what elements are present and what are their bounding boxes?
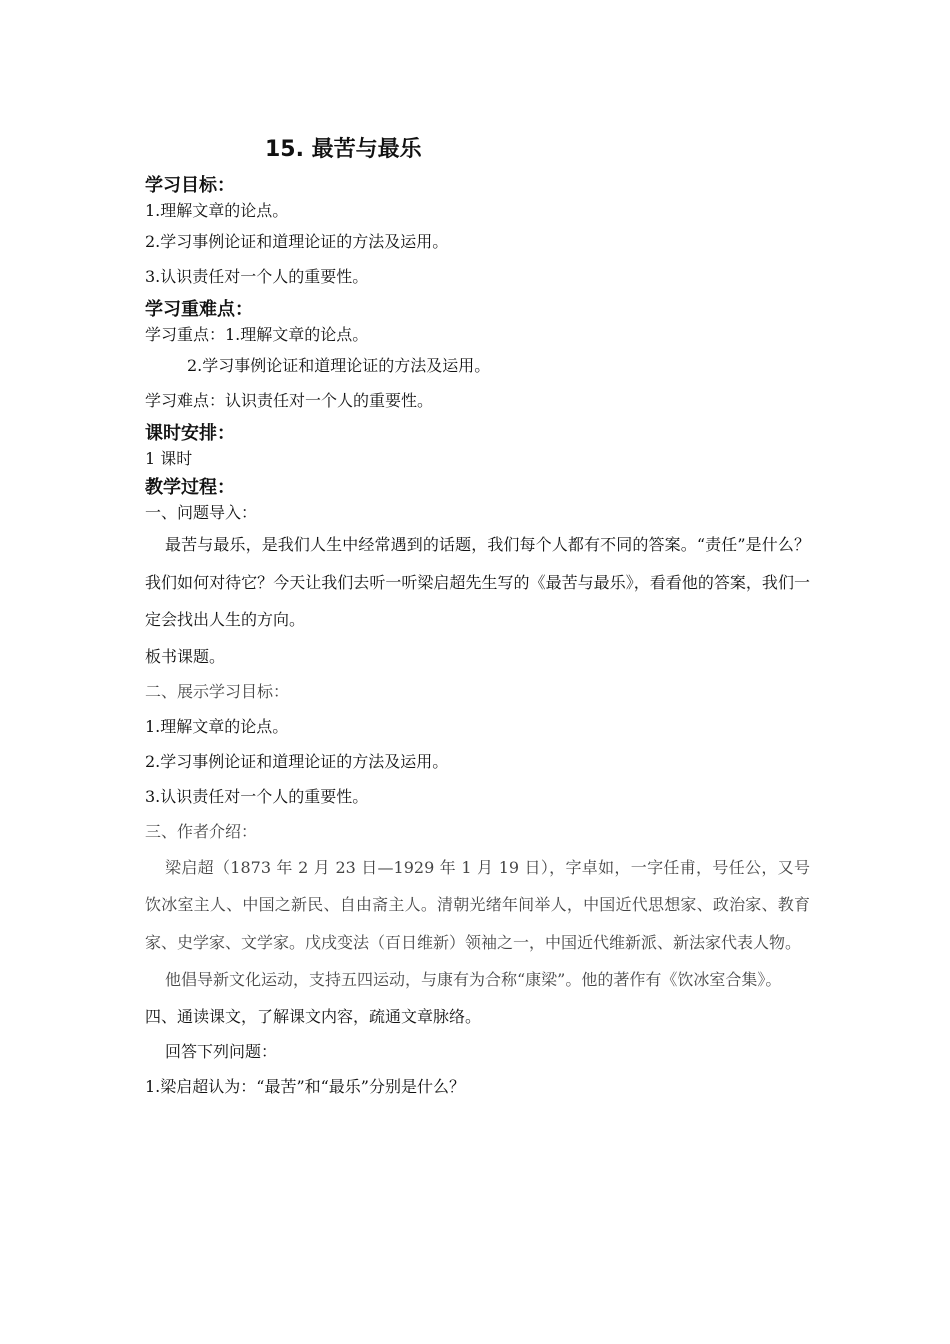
goal-item: 2.学习事例论证和道理论证的方法及运用。 [145,232,449,251]
key-point-line: 学习重点：1.理解文章的论点。 [145,325,369,344]
document-title: 15. 最苦与最乐 [265,137,422,162]
board-note: 板书课题。 [145,646,226,666]
section-title: 三、作者介绍： [145,821,258,841]
goal-item: 1.理解文章的论点。 [145,716,289,736]
process-heading: 教学过程： [145,477,235,498]
section-title: 四、通读课文，了解课文内容，疏通文章脉络。 [145,1006,482,1026]
section-title: 二、展示学习目标： [145,681,290,701]
section-title: 一、问题导入： [145,503,258,522]
goal-item: 3.认识责任对一个人的重要性。 [145,786,369,806]
schedule-heading: 课时安排： [145,423,235,444]
document-content [145,132,810,1104]
goal-item: 3.认识责任对一个人的重要性。 [145,267,369,286]
difficulty-line: 学习难点：认识责任对一个人的重要性。 [145,391,434,410]
key-points-heading: 学习重难点： [145,299,253,320]
key-point-line: 2.学习事例论证和道理论证的方法及运用。 [187,356,491,375]
goal-item: 2.学习事例论证和道理论证的方法及运用。 [145,751,449,771]
goals-heading: 学习目标： [145,175,235,196]
intro-paragraph: 最苦与最乐，是我们人生中经常遇到的话题，我们每个人都有不同的答案。“责任”是什么？我们如何对待它？今天让我们去听一听梁启超先生写的《最苦与最乐》，看看他的答案，我们一定会找出人生的方向。 [145,535,810,629]
question-item: 1.梁启超认为：“最苦”和“最乐”分别是什么？ [145,1076,465,1096]
schedule-text: 1 课时 [145,449,193,468]
goal-item: 1.理解文章的论点。 [145,201,289,220]
author-paragraph: 他倡导新文化运动，支持五四运动，与康有为合称“康梁”。他的著作有《饮冰室合集》。 [165,970,782,989]
sub-instruction: 回答下列问题： [165,1041,278,1061]
author-paragraph: 梁启超（1873 年 2 月 23 日—1929 年 1 月 19 日），字卓如，一字任甫，号任公，又号饮冰室主人、中国之新民、自由斋主人。清朝光绪年间举人，中国近代思想家、政治家、教育家、史学家、文学家。戊戌变法（百日维新）领袖之一，中国近代维新派、新法家代表人物。 [145,857,810,952]
